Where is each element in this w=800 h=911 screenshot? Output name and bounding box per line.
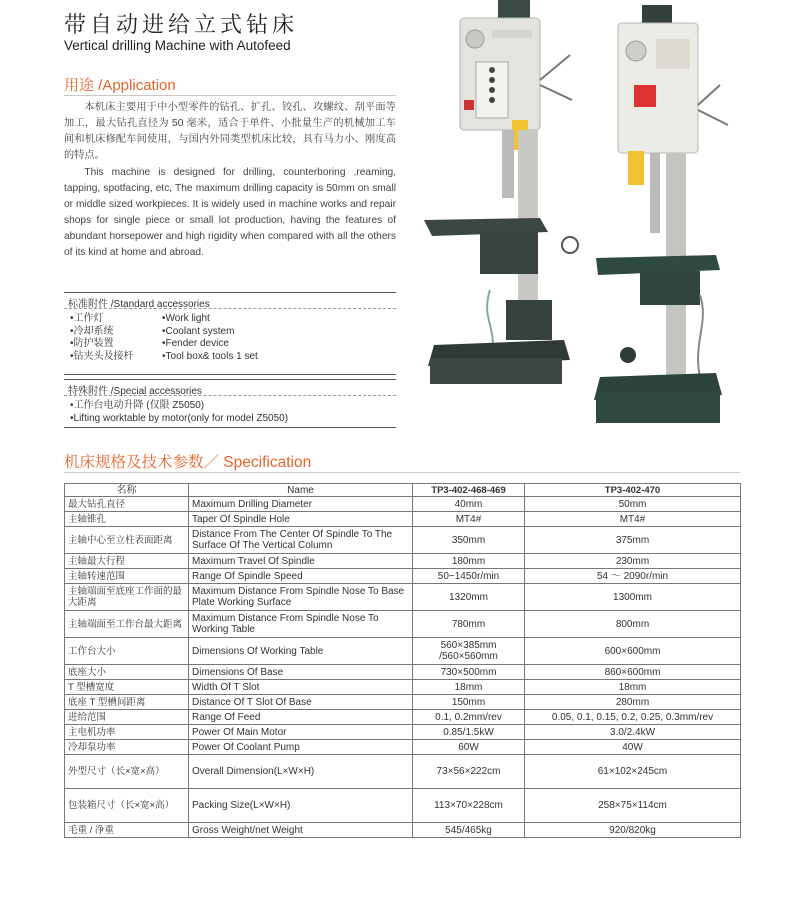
row-value-b: 40W: [525, 740, 741, 755]
row-value-a: 180mm: [413, 554, 525, 569]
row-value-b: 600×600mm: [525, 638, 741, 665]
standard-accessories-box: [64, 311, 396, 375]
row-label-en: Maximum Distance From Spindle Nose To Base Plate Working Surface: [189, 584, 413, 611]
row-label-en: Range Of Feed: [189, 710, 413, 725]
table-header-row: [65, 484, 741, 497]
row-label-en: Dimensions Of Working Table: [189, 638, 413, 665]
row-value-a: 545/465kg: [413, 823, 525, 838]
table-row: [65, 497, 741, 512]
row-value-b: 280mm: [525, 695, 741, 710]
row-value-a: 1320mm: [413, 584, 525, 611]
accessory-item: • 防护装置: [70, 338, 134, 351]
row-value-b: 18mm: [525, 680, 741, 695]
standard-accessories-en-list: [162, 313, 258, 363]
application-text-en: This machine is designed for drilling, counterboring ,reaming, tapping, spotfacing, etc, The maximum drilling capacity is 50mm on small or middle sized workpieces. It is widely used in machine works and repair shops for single piece or small lot production, having the features of abundant horsepower and high rigidity when compared with all the others of its kind at home and abroad.: [64, 167, 396, 258]
row-label-cn: 工作台大小: [65, 638, 189, 665]
table-row: [65, 710, 741, 725]
row-value-a: 0.85/1.5kW: [413, 725, 525, 740]
row-label-cn: 进给范围: [65, 710, 189, 725]
specification-table: [64, 483, 741, 838]
row-label-en: Width Of T Slot: [189, 680, 413, 695]
special-accessory-item: • Lifting worktable by motor(only for model Z5050): [70, 413, 390, 426]
row-label-cn: 包装箱尺寸（长×宽×高）: [65, 789, 189, 823]
table-row: [65, 823, 741, 838]
row-value-a: 780mm: [413, 611, 525, 638]
table-row: [65, 611, 741, 638]
row-value-b: 1300mm: [525, 584, 741, 611]
accessory-item: • 工作灯: [70, 313, 134, 326]
row-value-a: 18mm: [413, 680, 525, 695]
application-text-cn: 本机床主要用于中小型零件的钻孔、扩孔、铰孔、攻螺纹、刮平面等加工，最大钻孔直径为 50 毫米，适合于单件、小批量生产的机械加工车间和机床修配车间使用，与国内外同类型机床比较，具有马力小、刚度高的特点。: [64, 102, 396, 161]
row-label-cn: 底座 T 型槽间距离: [65, 695, 189, 710]
column-header-model-a: TP3-402-468-469: [413, 484, 525, 497]
row-value-a: 150mm: [413, 695, 525, 710]
application-divider: [64, 95, 396, 96]
accessory-item: • Work light: [162, 313, 258, 326]
application-heading: 用途 /Application: [64, 77, 176, 94]
row-label-en: Gross Weight/net Weight: [189, 823, 413, 838]
accessory-item: • 钻夹头及接杆: [70, 351, 134, 364]
accessory-item: • Fender device: [162, 338, 258, 351]
row-value-a: 40mm: [413, 497, 525, 512]
table-row: [65, 789, 741, 823]
row-value-b: 860×600mm: [525, 665, 741, 680]
special-accessory-item: • 工作台电动升降 (仅限 Z5050): [70, 400, 390, 413]
row-value-a: 350mm: [413, 527, 525, 554]
row-value-b: MT4#: [525, 512, 741, 527]
row-label-cn: 主电机功率: [65, 725, 189, 740]
row-label-en: Distance Of T Slot Of Base: [189, 695, 413, 710]
row-label-en: Distance From The Center Of Spindle To The Surface Of The Vertical Column: [189, 527, 413, 554]
row-value-b: 3.0/2.4kW: [525, 725, 741, 740]
accessory-item: • Coolant system: [162, 326, 258, 339]
special-accessories-heading: 特殊附件 /Special accessories: [64, 379, 396, 396]
page-title-cn: 带自动进给立式钻床: [64, 13, 299, 38]
row-value-b: 258×75×114cm: [525, 789, 741, 823]
row-value-a: 73×56×222cm: [413, 755, 525, 789]
row-label-cn: 外型尺寸（长×宽×高）: [65, 755, 189, 789]
table-row: [65, 725, 741, 740]
row-value-a: 50~1450r/min: [413, 569, 525, 584]
row-value-a: 0.1, 0.2mm/rev: [413, 710, 525, 725]
row-label-cn: 底座大小: [65, 665, 189, 680]
row-value-b: 230mm: [525, 554, 741, 569]
row-label-cn: 冷却泵功率: [65, 740, 189, 755]
table-row: [65, 584, 741, 611]
table-row: [65, 527, 741, 554]
row-label-en: Range Of Spindle Speed: [189, 569, 413, 584]
row-label-en: Maximum Travel Of Spindle: [189, 554, 413, 569]
row-value-a: 560×385mm /560×560mm: [413, 638, 525, 665]
row-label-cn: 最大钻孔直径: [65, 497, 189, 512]
column-header-en: Name: [189, 484, 413, 497]
row-label-cn: 主轴中心至立柱表面距离: [65, 527, 189, 554]
row-label-cn: 主轴端面至底座工作面的最大距离: [65, 584, 189, 611]
row-value-a: 113×70×228cm: [413, 789, 525, 823]
table-row: [65, 740, 741, 755]
drilling-machine-image-2: [590, 5, 735, 430]
row-label-en: Maximum Distance From Spindle Nose To Working Table: [189, 611, 413, 638]
column-header-model-b: TP3-402-470: [525, 484, 741, 497]
row-value-b: 61×102×245cm: [525, 755, 741, 789]
column-header-cn: 名称: [65, 484, 189, 497]
row-value-b: 920/820kg: [525, 823, 741, 838]
table-row: [65, 755, 741, 789]
table-row: [65, 512, 741, 527]
standard-accessories-cn-list: [70, 313, 134, 363]
row-label-cn: 主轴最大行程: [65, 554, 189, 569]
row-label-en: Power Of Main Motor: [189, 725, 413, 740]
row-value-b: 54 ～ 2090r/min: [525, 569, 741, 584]
specification-heading: 机床规格及技术参数／ Specification: [64, 454, 312, 471]
row-value-a: 60W: [413, 740, 525, 755]
row-value-a: 730×500mm: [413, 665, 525, 680]
row-value-b: 800mm: [525, 611, 741, 638]
accessory-item: • 冷却系统: [70, 326, 134, 339]
row-value-a: MT4#: [413, 512, 525, 527]
drilling-machine-image-1: [420, 0, 580, 395]
table-row: [65, 695, 741, 710]
row-label-cn: T 型槽宽度: [65, 680, 189, 695]
row-label-en: Maximum Drilling Diameter: [189, 497, 413, 512]
table-row: [65, 638, 741, 665]
table-row: [65, 569, 741, 584]
standard-accessories-heading: 标准附件 /Standard accessories: [64, 292, 396, 309]
row-label-en: Packing Size(L×W×H): [189, 789, 413, 823]
row-label-cn: 主轴端面至工作台最大距离: [65, 611, 189, 638]
special-accessories-box: [64, 398, 396, 428]
application-text: [64, 100, 396, 261]
row-value-b: 50mm: [525, 497, 741, 512]
table-row: [65, 554, 741, 569]
row-value-b: 0.05, 0.1, 0.15, 0.2, 0.25, 0.3mm/rev: [525, 710, 741, 725]
specification-divider: [64, 472, 740, 473]
table-row: [65, 680, 741, 695]
row-label-cn: 主轴转速范围: [65, 569, 189, 584]
row-label-cn: 主轴锥孔: [65, 512, 189, 527]
accessory-item: • Tool box& tools 1 set: [162, 351, 258, 364]
row-label-en: Overall Dimension(L×W×H): [189, 755, 413, 789]
row-label-cn: 毛重 / 净重: [65, 823, 189, 838]
row-label-en: Taper Of Spindle Hole: [189, 512, 413, 527]
row-label-en: Dimensions Of Base: [189, 665, 413, 680]
row-label-en: Power Of Coolant Pump: [189, 740, 413, 755]
row-value-b: 375mm: [525, 527, 741, 554]
page-title-en: Vertical drilling Machine with Autofeed: [64, 38, 291, 53]
table-row: [65, 665, 741, 680]
